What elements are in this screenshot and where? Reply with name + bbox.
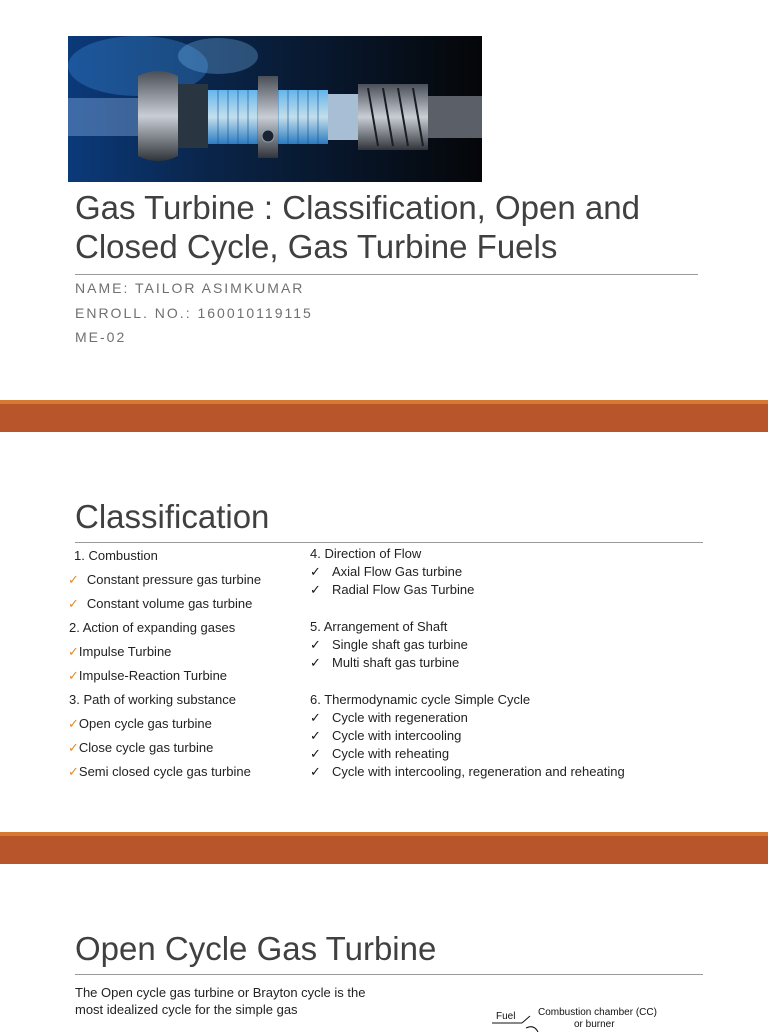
- classification-right-list: [310, 546, 730, 796]
- title-divider: [75, 274, 698, 275]
- classification-left-list: [68, 548, 303, 798]
- classification-slide: [0, 432, 768, 832]
- classification-item: [68, 644, 171, 660]
- diagram-burner-label: or burner: [574, 1019, 615, 1030]
- classification-item-label: 1. Combustion: [74, 548, 158, 563]
- department: ME-02: [75, 329, 127, 345]
- classification-item-label: Radial Flow Gas Turbine: [332, 582, 475, 597]
- classification-item-label: Cycle with reheating: [332, 746, 450, 761]
- classification-item: [68, 572, 261, 588]
- classification-item-label: Impulse-Reaction Turbine: [78, 668, 228, 683]
- classification-item: [68, 716, 212, 732]
- open-cycle-slide: [0, 864, 768, 1030]
- enrollment-number: ENROLL. NO.: 160010119115: [75, 305, 313, 321]
- classification-item-label: Cycle with intercooling, regeneration and reheating: [332, 764, 625, 779]
- checkmark-icon: ✓: [68, 644, 79, 659]
- classification-title: Classification: [75, 498, 270, 535]
- classification-item-label: Constant pressure gas turbine: [86, 572, 262, 587]
- classification-item: [310, 764, 625, 780]
- classification-item-label: Multi shaft gas turbine: [332, 655, 460, 670]
- checkmark-icon: ✓: [310, 637, 321, 652]
- checkmark-icon: ✓: [68, 596, 79, 611]
- checkmark-icon: ✓: [68, 740, 79, 755]
- checkmark-icon: ✓: [310, 764, 321, 779]
- classification-divider: [75, 542, 703, 543]
- classification-item: [310, 710, 468, 726]
- classification-heading: [310, 692, 530, 707]
- classification-heading: [69, 692, 236, 707]
- classification-item: [310, 564, 462, 580]
- checkmark-icon: ✓: [310, 710, 321, 725]
- classification-item-label: 6. Thermodynamic cycle Simple Cycle: [310, 692, 531, 707]
- classification-heading: [310, 546, 421, 561]
- classification-item: [310, 746, 449, 762]
- slide-separator: [0, 400, 768, 432]
- classification-item: [68, 740, 213, 756]
- checkmark-icon: ✓: [68, 764, 79, 779]
- checkmark-icon: ✓: [310, 655, 321, 670]
- open-cycle-divider: [75, 974, 703, 975]
- classification-item: [310, 582, 474, 598]
- classification-item-label: 2. Action of expanding gases: [69, 620, 236, 635]
- classification-item-label: Cycle with intercooling: [332, 728, 462, 743]
- classification-item: [310, 728, 461, 744]
- diagram-fuel-label: Fuel: [496, 1011, 516, 1022]
- classification-item-label: Cycle with regeneration: [332, 710, 468, 725]
- classification-item-label: Impulse Turbine: [78, 644, 172, 659]
- turbine-illustration: [68, 36, 482, 182]
- classification-heading: [310, 619, 447, 634]
- slide-separator: [0, 832, 768, 864]
- classification-item-label: Constant volume gas turbine: [86, 596, 253, 611]
- classification-heading: [69, 620, 235, 635]
- classification-item-label: Semi closed cycle gas turbine: [78, 764, 251, 779]
- classification-item: [68, 764, 251, 780]
- checkmark-icon: ✓: [310, 582, 321, 597]
- author-name: NAME: TAILOR ASIMKUMAR: [75, 280, 305, 296]
- classification-item: [68, 596, 252, 612]
- checkmark-icon: ✓: [310, 564, 321, 579]
- open-cycle-diagram: [490, 1002, 690, 1032]
- title-slide: [0, 0, 768, 400]
- presentation-title: Gas Turbine : Classification, Open and Closed Cycle, Gas Turbine Fuels: [75, 189, 640, 265]
- classification-item-label: 3. Path of working substance: [69, 692, 236, 707]
- checkmark-icon: ✓: [68, 572, 79, 587]
- classification-item: [310, 637, 468, 653]
- turbine-hero-image: [68, 36, 482, 182]
- checkmark-icon: ✓: [68, 716, 79, 731]
- classification-item-label: 5. Arrangement of Shaft: [310, 619, 448, 634]
- checkmark-icon: ✓: [310, 746, 321, 761]
- classification-item: [310, 655, 459, 671]
- checkmark-icon: ✓: [68, 668, 79, 683]
- open-cycle-title: Open Cycle Gas Turbine: [75, 930, 437, 967]
- open-cycle-description: The Open cycle gas turbine or Brayton cycle is the most idealized cycle for the simple gas: [75, 985, 366, 1017]
- classification-item: [68, 668, 227, 684]
- classification-item-label: 4. Direction of Flow: [310, 546, 422, 561]
- classification-heading: [74, 548, 158, 563]
- checkmark-icon: ✓: [310, 728, 321, 743]
- classification-item-label: Close cycle gas turbine: [78, 740, 214, 755]
- classification-item-label: Single shaft gas turbine: [332, 637, 468, 652]
- diagram-combustion-label: Combustion chamber (CC): [538, 1007, 657, 1018]
- classification-item-label: Open cycle gas turbine: [78, 716, 212, 731]
- classification-item-label: Axial Flow Gas turbine: [332, 564, 463, 579]
